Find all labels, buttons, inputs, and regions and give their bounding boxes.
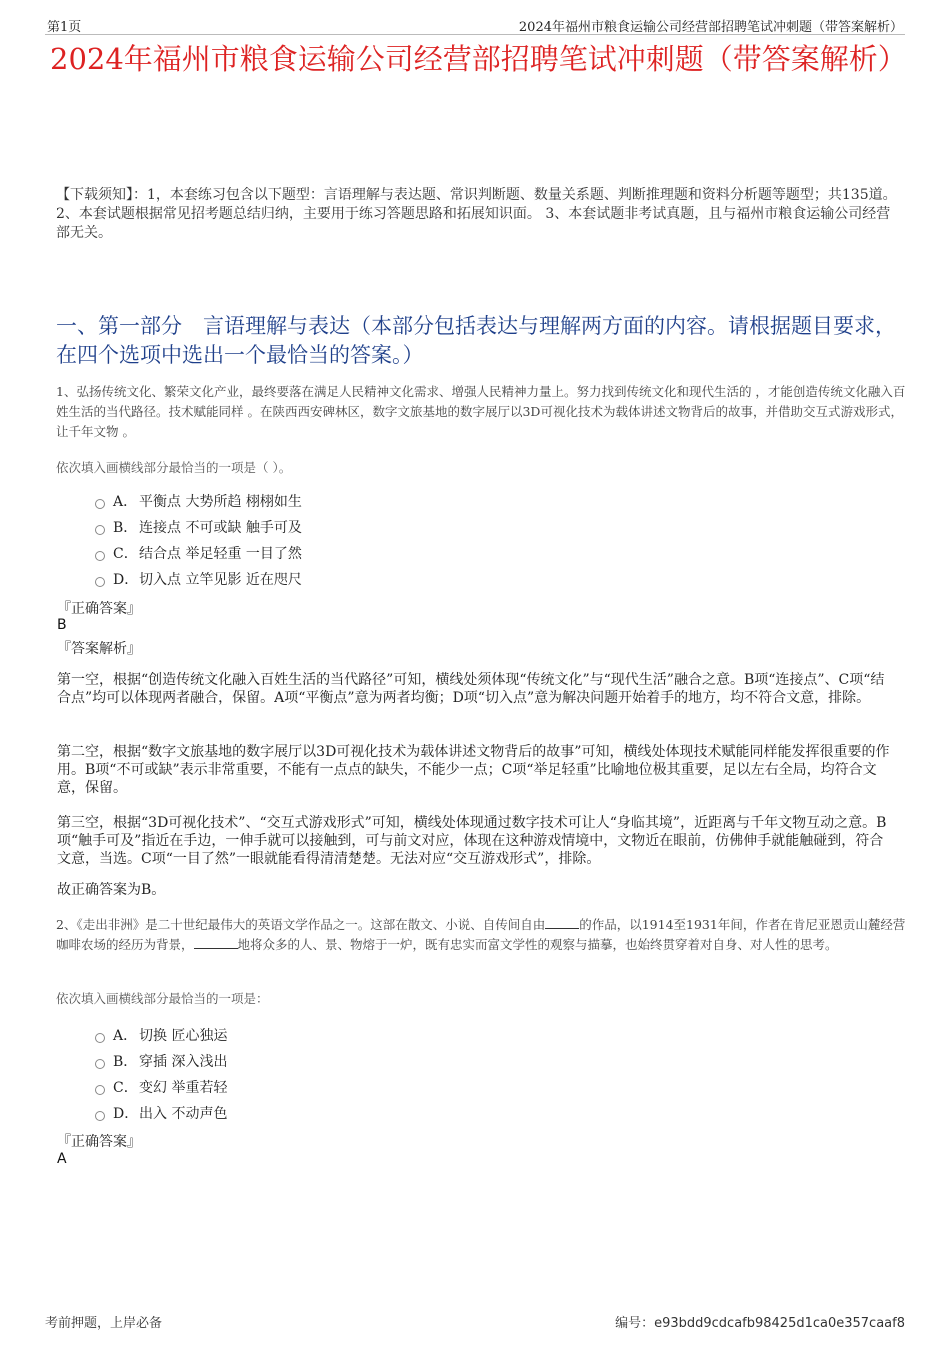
question-2-text: 2、《走出非洲》是二十世纪最伟大的英语文学作品之一。这部在散文、小说、自传间自由 的作品，以1914至1931年间，作者在肯尼亚恩贡山麓经营咖啡农场的经历为背景， 地将众多的人、景、物熔于一炉，既有忠实而富文学性的观察与描摹，也始终贯穿着对自身、对人性的思考。 <box>56 917 906 952</box>
header-doc-title: 2024年福州市粮食运输公司经营部招聘笔试冲刺题（带答案解析） <box>518 20 903 35</box>
question-1-answer-label: 『正确答案』 <box>57 601 141 617</box>
document-title: 2024年福州市粮食运输公司经营部招聘笔试冲刺题（带答案解析） <box>50 42 907 76</box>
question-1-conclusion: 故正确答案为B。 <box>57 882 166 898</box>
question-2-options <box>95 1023 595 1127</box>
radio-icon[interactable] <box>95 525 105 535</box>
radio-icon[interactable] <box>95 499 105 509</box>
question-1-analysis-paragraph: 第三空，根据“3D可视化技术”、“交互式游戏形式”可知，横线处体现通过数字技术可让人“身临其境”，近距离与千年文物互动之意。B项“触手可及”指近在手边，一伸手就可以接触到，可与前文对应，体现在这种游戏情境中，文物近在眼前，仿佛伸手就能触碰到，符合文意，当选。C项“一目了然”一眼就能看得清清楚楚。无法对应“交互游戏形式”，排除。 <box>57 815 887 867</box>
fill-blank <box>194 936 238 949</box>
question-1-option-c[interactable]: C． 结合点 举足轻重 一目了然 <box>95 541 595 567</box>
section-title: 一、第一部分 言语理解与表达（本部分包括表达与理解两方面的内容。请根据题目要求，在四个选项中选出一个最恰当的答案。） <box>56 314 896 367</box>
question-1-prompt: 依次填入画横线部分最恰当的一项是（ ）。 <box>56 460 292 475</box>
question-2-answer-label: 『正确答案』 <box>57 1134 141 1150</box>
fill-blank <box>545 916 579 929</box>
question-1-option-d[interactable]: D． 切入点 立竿见影 近在咫尺 <box>95 567 595 593</box>
question-1-text: 1、弘扬传统文化、繁荣文化产业，最终要落在满足人民精神文化需求、增强人民精神力量上。努力找到传统文化和现代生活的 ，才能创造传统文化融入百姓生活的当代路径。技术赋能同样 。在陕西西安碑林区，数字文旅基地的数字展厅以3D可视化技术为载体讲述文物背后的故事，并借助交互式游戏形式，让千年文物 。 <box>56 384 906 439</box>
question-1-options <box>95 489 595 593</box>
page-header <box>45 14 905 35</box>
question-1-option-b[interactable]: B． 连接点 不可或缺 触手可及 <box>95 515 595 541</box>
radio-icon[interactable] <box>95 1033 105 1043</box>
question-2-option-c[interactable]: C． 变幻 举重若轻 <box>95 1075 595 1101</box>
question-1-analysis-paragraph: 第二空，根据“数字文旅基地的数字展厅以3D可视化技术为载体讲述文物背后的故事”可知，横线处体现技术赋能同样能发挥很重要的作用。B项“不可或缺”表示非常重要，不能有一点点的缺失，不能少一点；C项“举足轻重”比喻地位极其重要，足以左右全局，均符合文意，保留。 <box>57 744 890 796</box>
question-1-option-a[interactable]: A． 平衡点 大势所趋 栩栩如生 <box>95 489 595 515</box>
radio-icon[interactable] <box>95 551 105 561</box>
radio-icon[interactable] <box>95 1111 105 1121</box>
question-1-analysis-label: 『答案解析』 <box>57 641 141 657</box>
download-notice: 【下载须知】：1，本套练习包含以下题型：言语理解与表达题、常识判断题、数量关系题、判断推理题和资料分析题等题型；共135道。 2、本套试题根据常见招考题总结归纳，主要用于练习答题思路和拓展知识面。 3、本套试题非考试真题，且与福州市粮食运输公司经营部无关。 <box>56 187 897 241</box>
radio-icon[interactable] <box>95 577 105 587</box>
question-2-answer: A <box>57 1151 67 1167</box>
radio-icon[interactable] <box>95 1085 105 1095</box>
radio-icon[interactable] <box>95 1059 105 1069</box>
page-number: 第1页 <box>47 20 82 35</box>
question-2-option-b[interactable]: B． 穿插 深入浅出 <box>95 1049 595 1075</box>
question-2-option-d[interactable]: D． 出入 不动声色 <box>95 1101 595 1127</box>
footer-slogan: 考前押题，上岸必备 <box>45 1316 163 1331</box>
footer-id: 编号：e93bdd9cdcafb98425d1ca0e357caaf8 <box>615 1316 905 1331</box>
question-2-option-a[interactable]: A． 切换 匠心独运 <box>95 1023 595 1049</box>
question-1-answer: B <box>57 617 67 633</box>
question-1-analysis-paragraph: 第一空，根据“创造传统文化融入百姓生活的当代路径”可知，横线处须体现“传统文化”与“现代生活”融合之意。B项“连接点”、C项“结合点”均可以体现两者融合，保留。A项“平衡点”意为两者均衡；D项“切入点”意为解决问题开始着手的地方，均不符合文意，排除。 <box>57 672 885 706</box>
question-2-prompt: 依次填入画横线部分最恰当的一项是： <box>56 991 269 1006</box>
